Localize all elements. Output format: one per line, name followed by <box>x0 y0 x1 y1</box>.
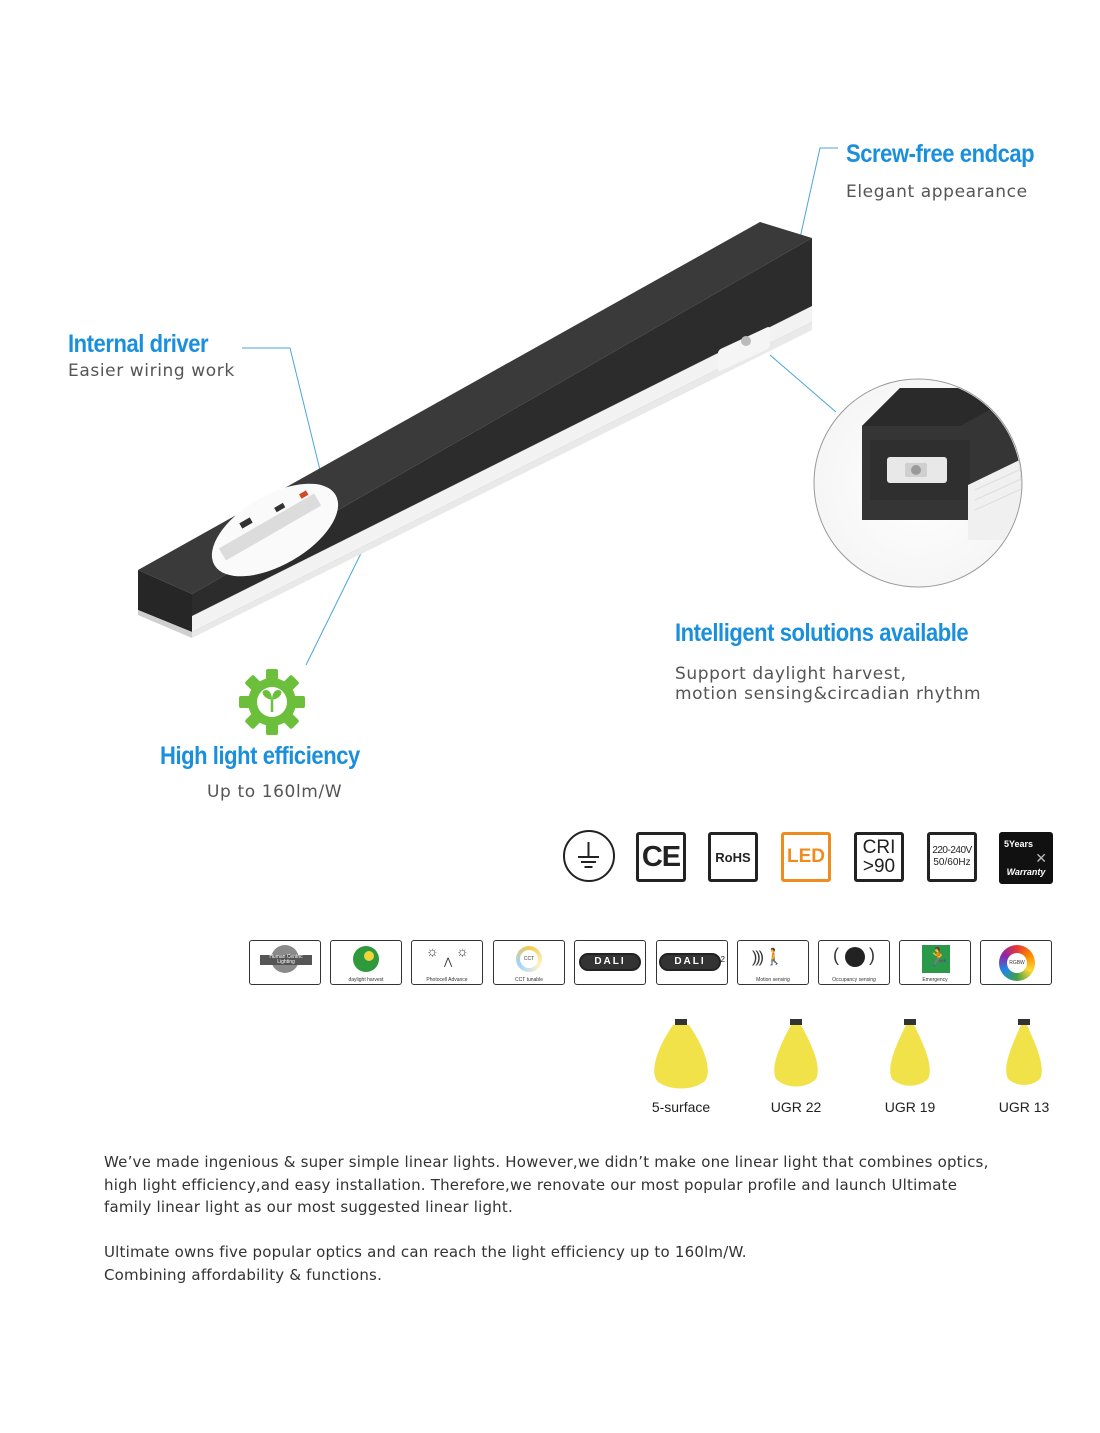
endcap-subtitle: Elegant appearance <box>846 182 1028 202</box>
description-line: Combining affordability & functions. <box>104 1265 383 1284</box>
rohs-text: RoHS <box>715 849 751 865</box>
endcap-zoom-circle <box>814 379 1030 587</box>
driver-title: Internal driver <box>68 330 209 358</box>
beam-label-ugr-22: UGR 22 <box>770 1099 822 1115</box>
warranty-bottom-text: Warranty <box>1006 867 1046 877</box>
warranty-badge <box>999 832 1053 884</box>
occupancy-sensing-icon: ( ) Occupancy sensing <box>818 940 890 985</box>
beam-ugr-22 <box>774 1019 818 1087</box>
beam-diagrams <box>640 1015 1060 1095</box>
human-centric-lighting-icon: Human Centric Lighting <box>249 940 321 985</box>
driver-callout-line <box>242 348 320 470</box>
cct-tunable-icon: CCT CCT tunable <box>493 940 565 985</box>
description-line: We’ve made ingenious & super simple linear lights. However,we didn’t make one linear light that combines optics, <box>104 1153 989 1171</box>
warranty-top-text: 5Years <box>1004 839 1034 849</box>
sensor-callout-line <box>770 355 836 412</box>
dali-2-icon: DALI 2 <box>656 940 728 985</box>
cri-badge <box>854 832 904 882</box>
ce-text: CE <box>641 840 681 873</box>
motion-sensing-icon: ))) 🚶 Motion sensing <box>737 940 809 985</box>
emergency-exit-icon: 🏃 Emergency <box>899 940 971 985</box>
photocell-advance-icon: ☼ ☼ ⋀ Photocell Advance <box>411 940 483 985</box>
description-paragraph-2 <box>104 1241 1044 1286</box>
daylight-harvest-icon: daylight harvest <box>330 940 402 985</box>
driver-subtitle: Easier wiring work <box>68 361 235 381</box>
ground-icon <box>563 830 615 882</box>
efficiency-subtitle: Up to 160lm/W <box>207 782 343 802</box>
cri-bottom-text: >90 <box>862 856 896 877</box>
endcap-callout-line <box>800 148 838 238</box>
efficiency-title: High light efficiency <box>160 742 360 770</box>
cri-top-text: CRI <box>862 837 896 858</box>
wrench-icon: ✕ <box>1035 850 1047 866</box>
intelligent-line-2: motion sensing&circadian rhythm <box>675 684 982 704</box>
voltage-top-text: 220-240V <box>932 845 972 856</box>
intelligent-line-1: Support daylight harvest, <box>675 664 907 684</box>
efficiency-gear-icon <box>239 669 305 735</box>
dali-icon: DALI <box>574 940 646 985</box>
ce-badge <box>636 832 686 882</box>
rohs-badge <box>708 832 758 882</box>
beam-5-surface <box>654 1019 708 1089</box>
led-badge <box>781 832 831 882</box>
voltage-badge <box>927 832 977 882</box>
beam-label-ugr-19: UGR 19 <box>884 1099 936 1115</box>
description-line: high light efficiency,and easy installation. Therefore,we renovate our most popular profile and launch Ultimate <box>104 1175 958 1194</box>
intelligent-title: Intelligent solutions available <box>675 619 969 647</box>
description-line: family linear light as our most suggested linear light. <box>104 1198 513 1216</box>
beam-ugr-13 <box>1006 1019 1042 1085</box>
endcap-title: Screw-free endcap <box>846 140 1035 168</box>
voltage-bottom-text: 50/60Hz <box>933 857 971 868</box>
beam-label-ugr-13: UGR 13 <box>998 1099 1050 1115</box>
description-line: Ultimate owns five popular optics and can reach the light efficiency up to 160lm/W. <box>104 1243 747 1261</box>
description-paragraph-1 <box>104 1151 1044 1219</box>
beam-label-5-surface: 5-surface <box>651 1099 711 1115</box>
beam-ugr-19 <box>890 1019 930 1086</box>
led-text: LED <box>787 846 825 867</box>
rgbw-icon: RGBW <box>980 940 1052 985</box>
